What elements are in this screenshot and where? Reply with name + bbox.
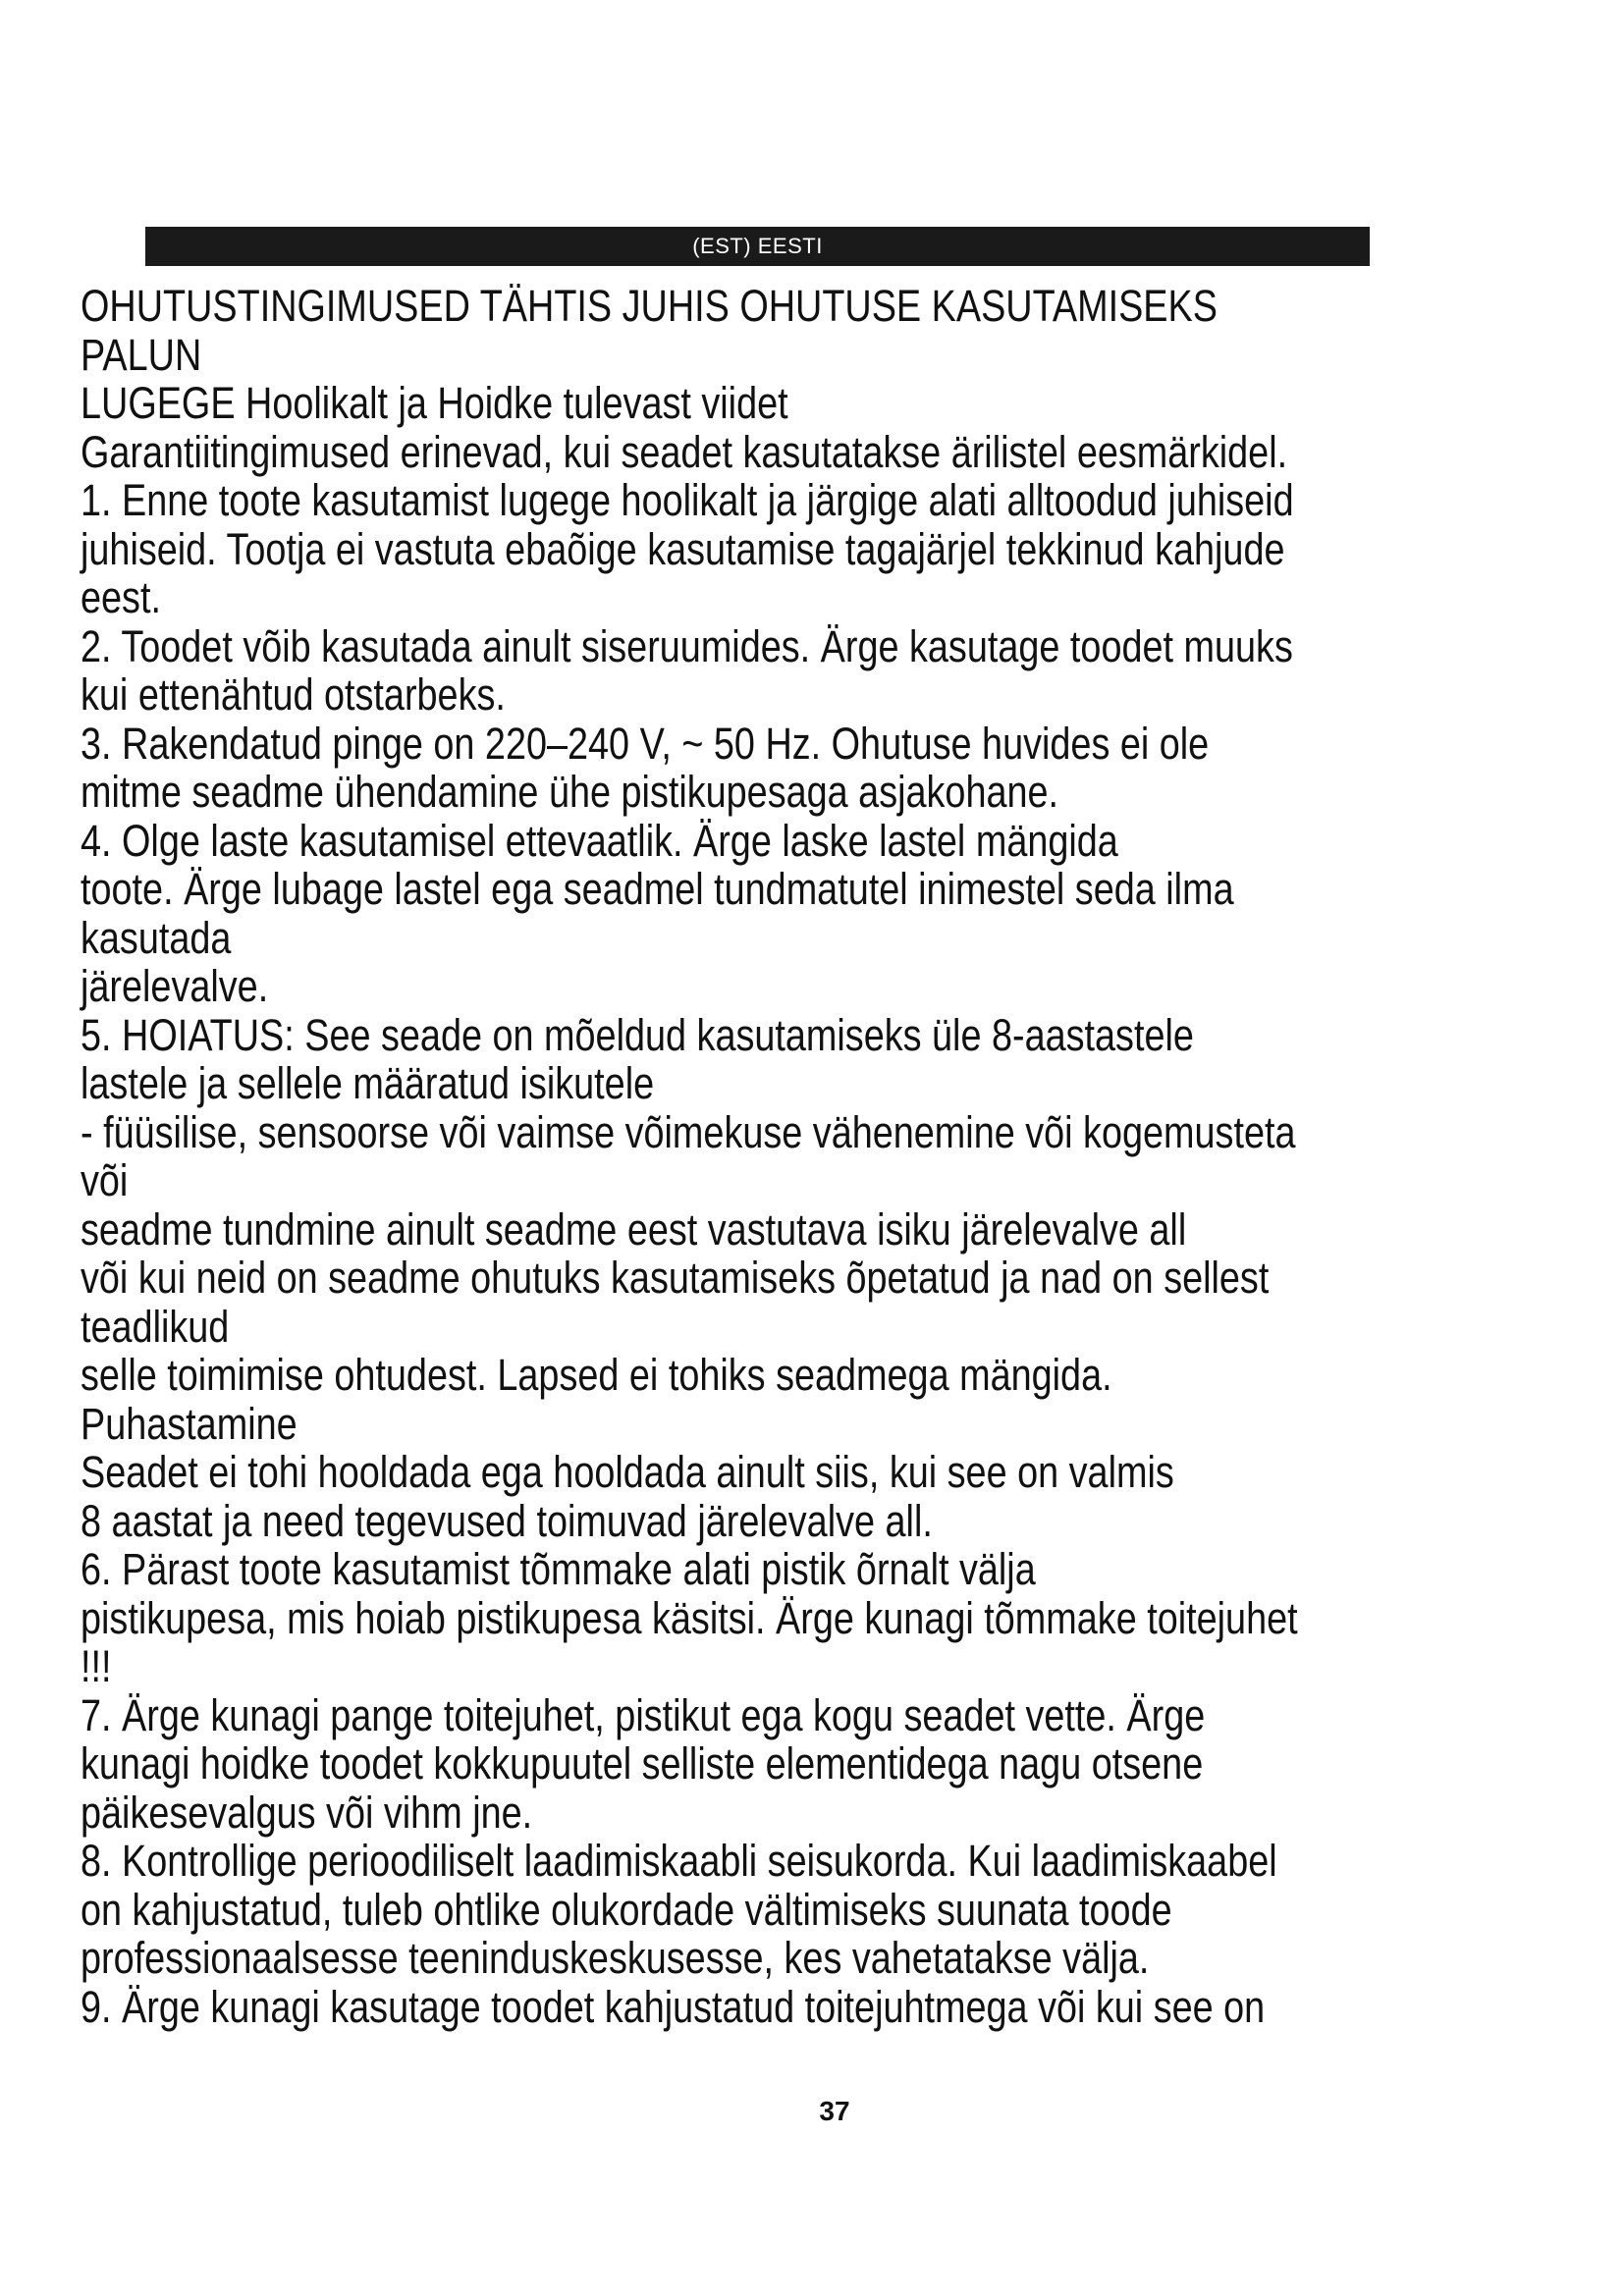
text-line: kui ettenähtud otstarbeks. [81,669,506,720]
text-line: juhiseid. Tootja ei vastuta ebaõige kasutamise tagajärjel tekkinud kahjude [81,523,1285,574]
text-line: kasutada [81,912,232,963]
text-line: 7. Ärge kunagi pange toitejuhet, pistikut ega kogu seadet vette. Ärge [81,1689,1206,1740]
text-line: professionaalsesse teeninduskeskusesse, kes vahetatakse välja. [81,1933,1150,1983]
text-line: 8. Kontrollige perioodiliselt laadimiskaabli seisukorda. Kui laadimiskaabel [81,1836,1277,1886]
language-label: (EST) EESTI [692,234,823,258]
text-line: lastele ja sellele määratud isikutele [81,1058,655,1108]
text-line: 4. Olge laste kasutamisel ettevaatlik. Ärge laske lastel mängida [81,815,1118,866]
text-line: või kui neid on seadme ohutuks kasutamiseks õpetatud ja nad on sellest [81,1253,1270,1303]
language-header-bar [145,227,1370,266]
safety-instructions-text [81,282,1318,2031]
text-line: 9. Ärge kunagi kasutage toodet kahjustatud toitejuhtmega või kui see on [81,1981,1266,2032]
text-line: kunagi hoidke toodet kokkupuutel selliste elementidega nagu otsene [81,1738,1204,1789]
text-line: päikesevalgus või vihm jne. [81,1787,533,1838]
text-line: seadme tundmine ainult seadme eest vastutava isiku järelevalve all [81,1203,1187,1255]
text-line: PALUN [81,329,202,380]
text-line: Garantiitingimused erinevad, kui seadet kasutatakse ärilistel eesmärkidel. [81,426,1288,477]
text-line: 2. Toodet võib kasutada ainult siseruumides. Ärge kasutage toodet muuks [81,620,1293,671]
text-line: mitme seadme ühendamine ühe pistikupesaga asjakohane. [81,767,1059,817]
text-line: 5. HOIATUS: See seade on mõeldud kasutamiseks üle 8-aastastele [81,1009,1194,1060]
text-line: eest. [81,572,161,622]
text-line: Seadet ei tohi hooldada ega hooldada ainult siis, kui see on valmis [81,1447,1174,1497]
text-line: 1. Enne toote kasutamist lugege hoolikalt ja järgige alati alltoodud juhiseid [81,475,1294,525]
text-line: toote. Ärge lubage lastel ega seadmel tundmatutel inimestel seda ilma [81,864,1234,914]
text-line: järelevalve. [81,961,269,1011]
text-line: või [81,1155,129,1205]
text-line: !!! [81,1641,112,1691]
text-line: on kahjustatud, tuleb ohtlike olukordade vältimiseks suunata toode [81,1884,1172,1935]
text-line: 3. Rakendatud pinge on 220–240 V, ~ 50 Hz. Ohutuse huvides ei ole [81,718,1210,769]
text-line: OHUTUSTINGIMUSED TÄHTIS JUHIS OHUTUSE KASUTAMISEKS [81,281,1218,331]
page-number: 37 [819,2096,850,2126]
text-line: LUGEGE Hoolikalt ja Hoidke tulevast viidet [81,378,788,428]
section-heading: Puhastamine [81,1398,298,1449]
text-line: 6. Pärast toote kasutamist tõmmake alati pistik õrnalt välja [81,1544,1036,1594]
text-line: pistikupesa, mis hoiab pistikupesa käsitsi. Ärge kunagi tõmmake toitejuhet [81,1592,1298,1643]
text-line: 8 aastat ja need tegevused toimuvad järelevalve all. [81,1495,933,1546]
text-line: - füüsilise, sensoorse või vaimse võimekuse vähenemine või kogemusteta [81,1106,1296,1157]
text-line: teadlikud [81,1301,230,1352]
text-line: selle toimimise ohtudest. Lapsed ei tohiks seadmega mängida. [81,1350,1112,1400]
